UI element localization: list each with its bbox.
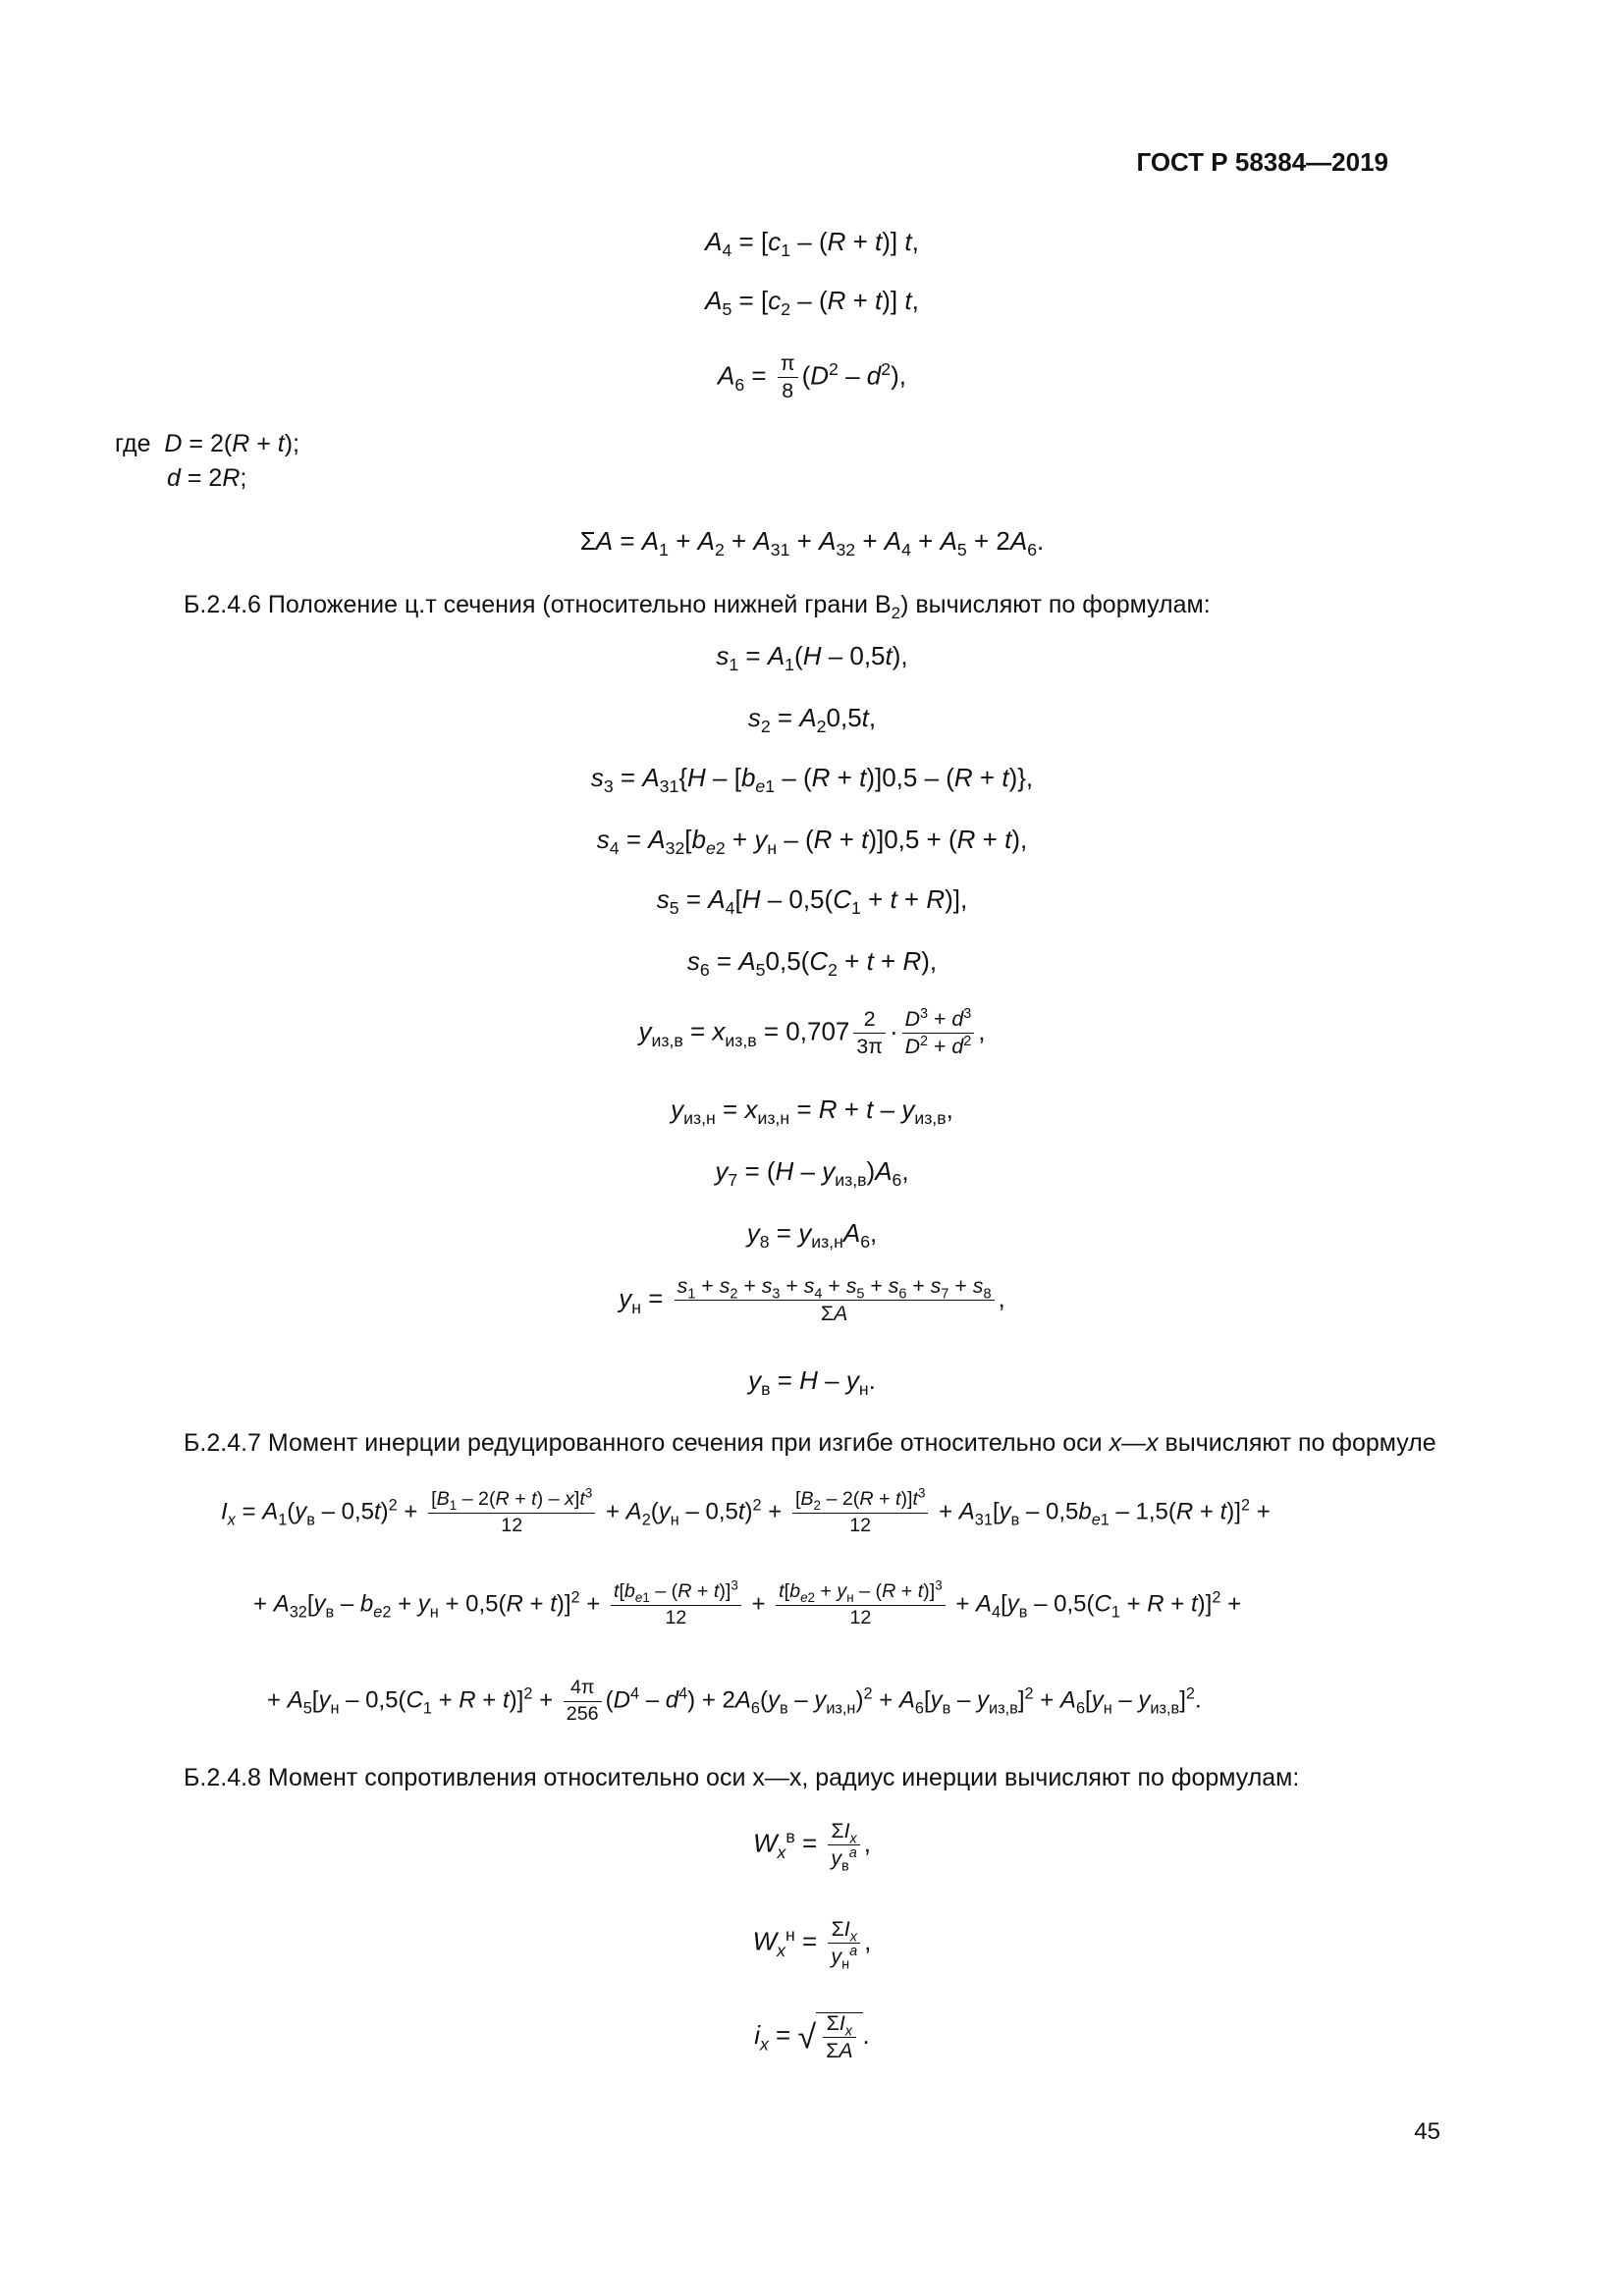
formula-yv: $y_в = H - y_н$. (748, 1365, 876, 1400)
where-label: где (115, 430, 151, 457)
where-line-d: где D = 2(R + t); (115, 430, 299, 457)
formula-y-iz-n: $y_{из,н} = x_{из,н} = R + t - y_{из,в}$, (671, 1095, 953, 1129)
formula-s1: $s_1 = A_1(H - 0,5t)$, (716, 641, 908, 675)
formula-wx-v: $W_x^в$ = $\frac{\Sigma I_x}{y_в^a}$ , (752, 1819, 872, 1875)
where-line-dd: d = 2R; (167, 464, 247, 492)
p247-text-b: вычисляют по формуле (1158, 1429, 1436, 1457)
formula-y8: $y_8 = y_{из,н}A_6$, (746, 1218, 878, 1253)
formula-a5: $A_5 = [c_2 - (R + t)]$ t, (705, 286, 919, 320)
formula-ix-line1: $I_x = A_1(y_в - 0,5t)^2$ + $\frac{[B_1 - 2(R + t) - x]t^3}{12}$ + $A_2(y_н - 0,5t)^2$ + $\frac{[B_2 - 2(R + t)]t^3}{12}$ + $A_{31}[y_в - 0,5b_{e1} - 1,5(R + t)]^2$ + (221, 1485, 1271, 1536)
formula-yn: $y_н$ = $\frac{s_1 + s_2 + s_3 + s_4 + s_5 + s_6 + s_7 + s_8}{\Sigma A}$ , (619, 1274, 1005, 1326)
formula-s6: $s_6 = A_50,5(C_2 + t + R)$, (686, 946, 938, 981)
formula-y7: $y_7 = (H - y_{из,в})A_6$, (715, 1156, 909, 1191)
formula-s4: $s_4 = A_{32}[b_{e2} + y_н - (R + t)]0,5 + (R + t)$, (596, 825, 1028, 859)
formula-ix-line3: + $A_5[y_н - 0,5(C_1 + R + t)]^2$ + $\frac{4\pi}{256}$ $(D^4 - d^4) + 2A_6(y_в - y_{из,н})^2 + A_6[y_в - y_{из,в}]^2 + A_6[y_н - y_{из,в}]^2$. (267, 1677, 1202, 1725)
formula-s2: $s_2 = A_20,5t$, (747, 703, 877, 737)
p246-text: Б.2.4.6 Положение ц.т сечения (относительно нижней грани B (184, 591, 892, 618)
p247-text-a: Б.2.4.7 Момент инерции редуцированного сечения при изгибе относительно оси (184, 1429, 1110, 1457)
formula-wx-n: $W_x^н$ = $\frac{\Sigma I_x}{y_н^a}$ , (752, 1917, 872, 1973)
formula-s3: $s_3 = A_{31}\{H - [b_{e1} - (R + t)]0,5 - (R + t)\}$, (590, 763, 1034, 797)
formula-ix-radius: $i_x$ = √ $\frac{\Sigma I_x}{\Sigma A}$ . (754, 2011, 870, 2063)
p247-axis: x—x (1109, 1429, 1159, 1457)
formula-ix-line2: + $A_{32}[y_в - b_{e2} + y_н + 0,5(R + t)]^2$ + $\frac{t[b_{e1} - (R + t)]^3}{12}$ + $\frac{t[b_{e2} + y_н - (R + t)]^3}{12}$ + $A_4[y_в - 0,5(C_1 + R + t)]^2$ + (253, 1577, 1242, 1629)
p246-end: ) вычисляют по формулам: (900, 591, 1211, 618)
paragraph-b247 (184, 1429, 1436, 1458)
p246-sub: 2 (891, 604, 901, 622)
document-code: ГОСТ Р 58384—2019 (1136, 147, 1388, 177)
formula-a6: $A_6$ = $\frac{\pi}{8}$ $(D^2 - d^2)$, (718, 351, 906, 403)
paragraph-b248: Б.2.4.8 Момент сопротивления относительно оси х—х, радиус инерции вычисляют по формулам: (184, 1764, 1300, 1791)
formula-y-iz-v: $y_{из,в} = x_{из,в} = 0,707$ $\frac{2}{3\pi}$ · $\frac{D^3 + d^3}{D^2 + d^2}$ , (638, 1005, 986, 1059)
formula-s5: $s_5 = A_4[H - 0,5(C_1 + t + R)]$, (656, 884, 968, 919)
page-number: 45 (1414, 2118, 1440, 2145)
formula-sum-a: $\Sigma A = A_1 + A_2 + A_{31} + A_{32} + A_4 + A_5 + 2A_6$. (579, 526, 1045, 561)
paragraph-b246 (184, 591, 1211, 622)
formula-a4: $A_4 = [c_1 - (R + t)]$ t, (705, 227, 919, 261)
